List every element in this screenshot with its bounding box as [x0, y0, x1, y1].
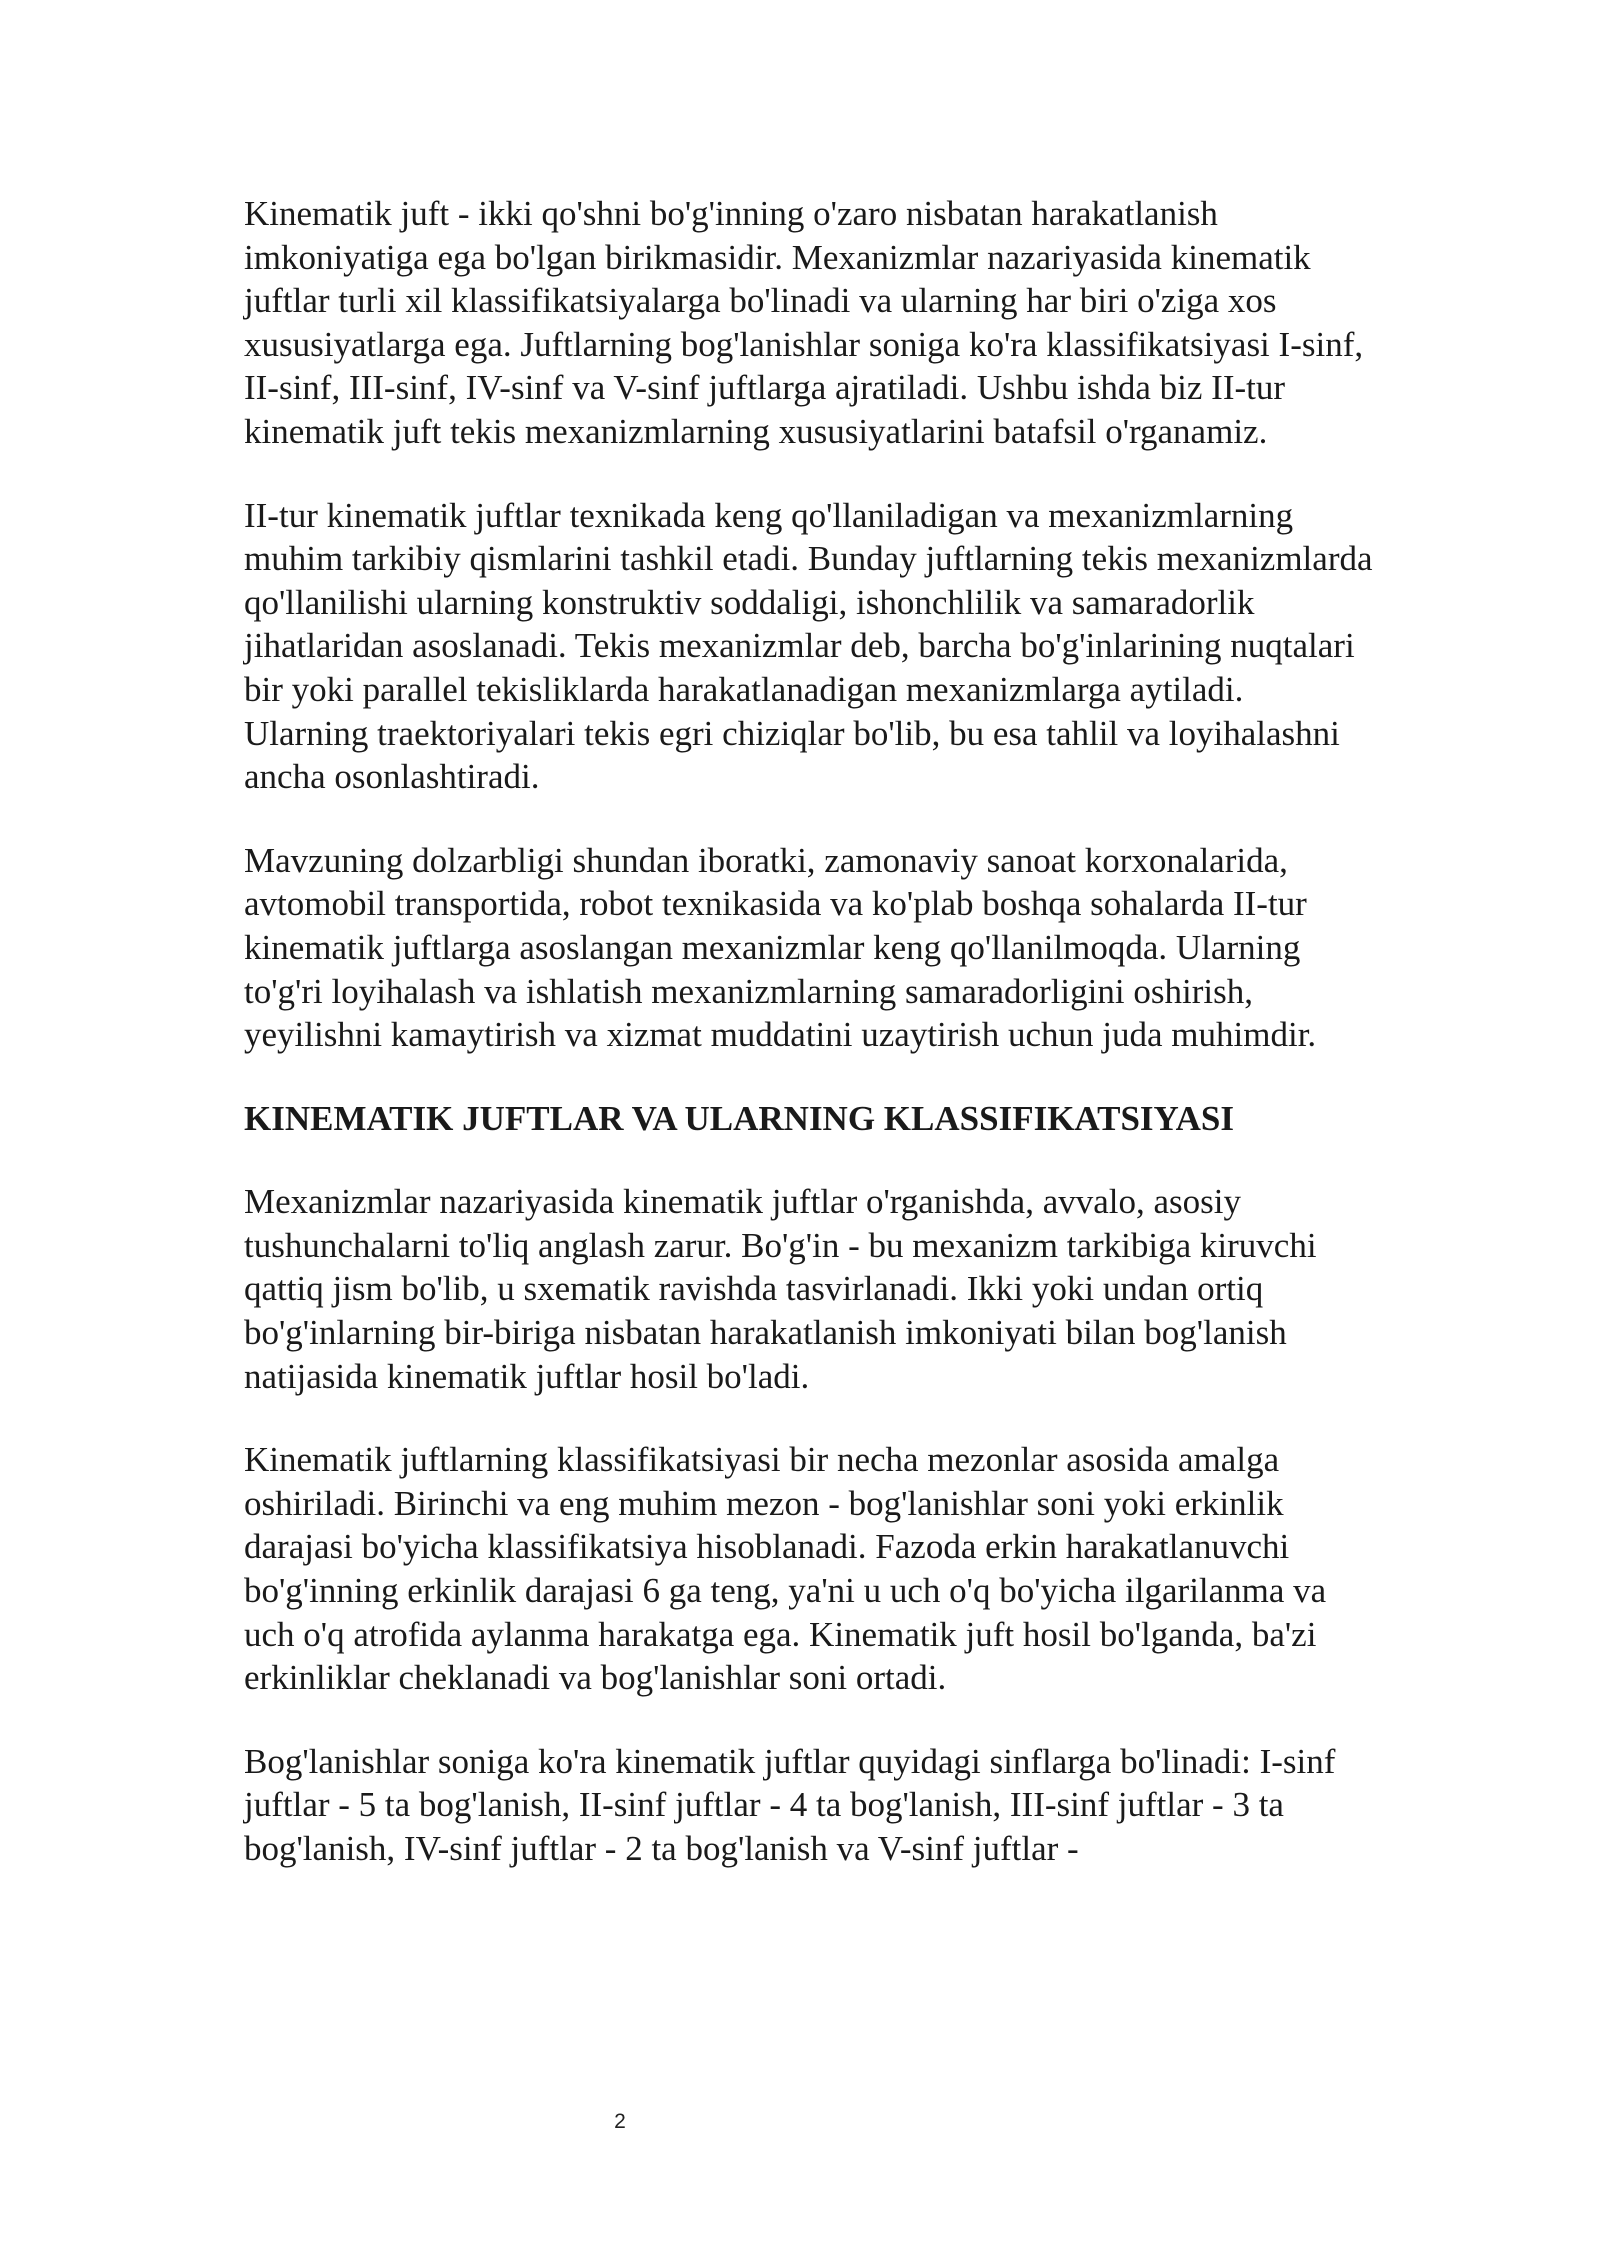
paragraph-intro-2: II-tur kinematik juftlar texnikada keng qo'llaniladigan va mexanizmlarning muhim tarkibiy qismlarini tashkil etadi. Bunday juftlarning tekis mexanizmlarda qo'llanilishi ularning konstruktiv soddaligi, ishonchlilik va samaradorlik jihatlaridan asoslanadi. Tekis mexanizmlar deb, barcha bo'g'inlarining nuqtalari bir yoki parallel tekisliklarda harakatlanadigan mexanizmlarga aytiladi. Ularning traektoriyalari tekis egri chiziqlar bo'lib, bu esa tahlil va loyihalashni ancha osonlashtiradi. [244, 495, 1373, 797]
page-number: 2 [614, 2110, 626, 2133]
paragraph-section-1: Mexanizmlar nazariyasida kinematik juftlar o'rganishda, avvalo, asosiy tushunchalarni to'liq anglash zarur. Bo'g'in - bu mexanizm tarkibiga kiruvchi qattiq jism bo'lib, u sxematik ravishda tasvirlanadi. Ikki yoki undan ortiq bo'g'inlarning bir-biriga nisbatan harakatlanish imkoniyati bilan bog'lanish natijasida kinematik juftlar hosil bo'ladi. [244, 1182, 1317, 1396]
section-heading: KINEMATIK JUFTLAR VA ULARNING KLASSIFIKATSIYASI [244, 1098, 1234, 1138]
page-content [244, 192, 1374, 1911]
paragraph-intro-1: Kinematik juft - ikki qo'shni bo'g'inning o'zaro nisbatan harakatlanish imkoniyatiga ega bo'lgan birikmasidir. Mexanizmlar nazariyasida kinematik juftlar turli xil klassifikatsiyalarga bo'linadi va ularning har biri o'ziga xos xususiyatlarga ega. Juftlarning bog'lanishlar soniga ko'ra klassifikatsiyasi I-sinf, II-sinf, III-sinf, IV-sinf va V-sinf juftlarga ajratiladi. Ushbu ishda biz II-tur kinematik juft tekis mexanizmlarning xususiyatlarini batafsil o'rganamiz. [244, 194, 1364, 451]
paragraph-intro-3: Mavzuning dolzarbligi shundan iboratki, zamonaviy sanoat korxonalarida, avtomobil transportida, robot texnikasida va ko'plab boshqa sohalarda II-tur kinematik juftlarga asoslangan mexanizmlar keng qo'llanilmoqda. Ularning to'g'ri loyihalash va ishlatish mexanizmlarning samaradorligini oshirish, yeyilishni kamaytirish va xizmat muddatini uzaytirish uchun juda muhimdir. [244, 840, 1317, 1055]
paragraph-section-3: Bog'lanishlar soniga ko'ra kinematik juftlar quyidagi sinflarga bo'linadi: I-sinf juftlar - 5 ta bog'lanish, II-sinf juftlar - 4 ta bog'lanish, III-sinf juftlar - 3 ta bog'lanish, IV-sinf juftlar - 2 ta bog'lanish va V-sinf juftlar - [244, 1741, 1336, 1868]
paragraph-section-2: Kinematik juftlarning klassifikatsiyasi bir necha mezonlar asosida amalga oshiriladi. Birinchi va eng muhim mezon - bog'lanishlar soni yoki erkinlik darajasi bo'yicha klassifikatsiya hisoblanadi. Fazoda erkin harakatlanuvchi bo'g'inning erkinlik darajasi 6 ga teng, ya'ni u uch o'q bo'yicha ilgarilanma va uch o'q atrofida aylanma harakatga ega. Kinematik juft hosil bo'lganda, ba'zi erkinliklar cheklanadi va bog'lanishlar soni ortadi. [244, 1440, 1327, 1698]
